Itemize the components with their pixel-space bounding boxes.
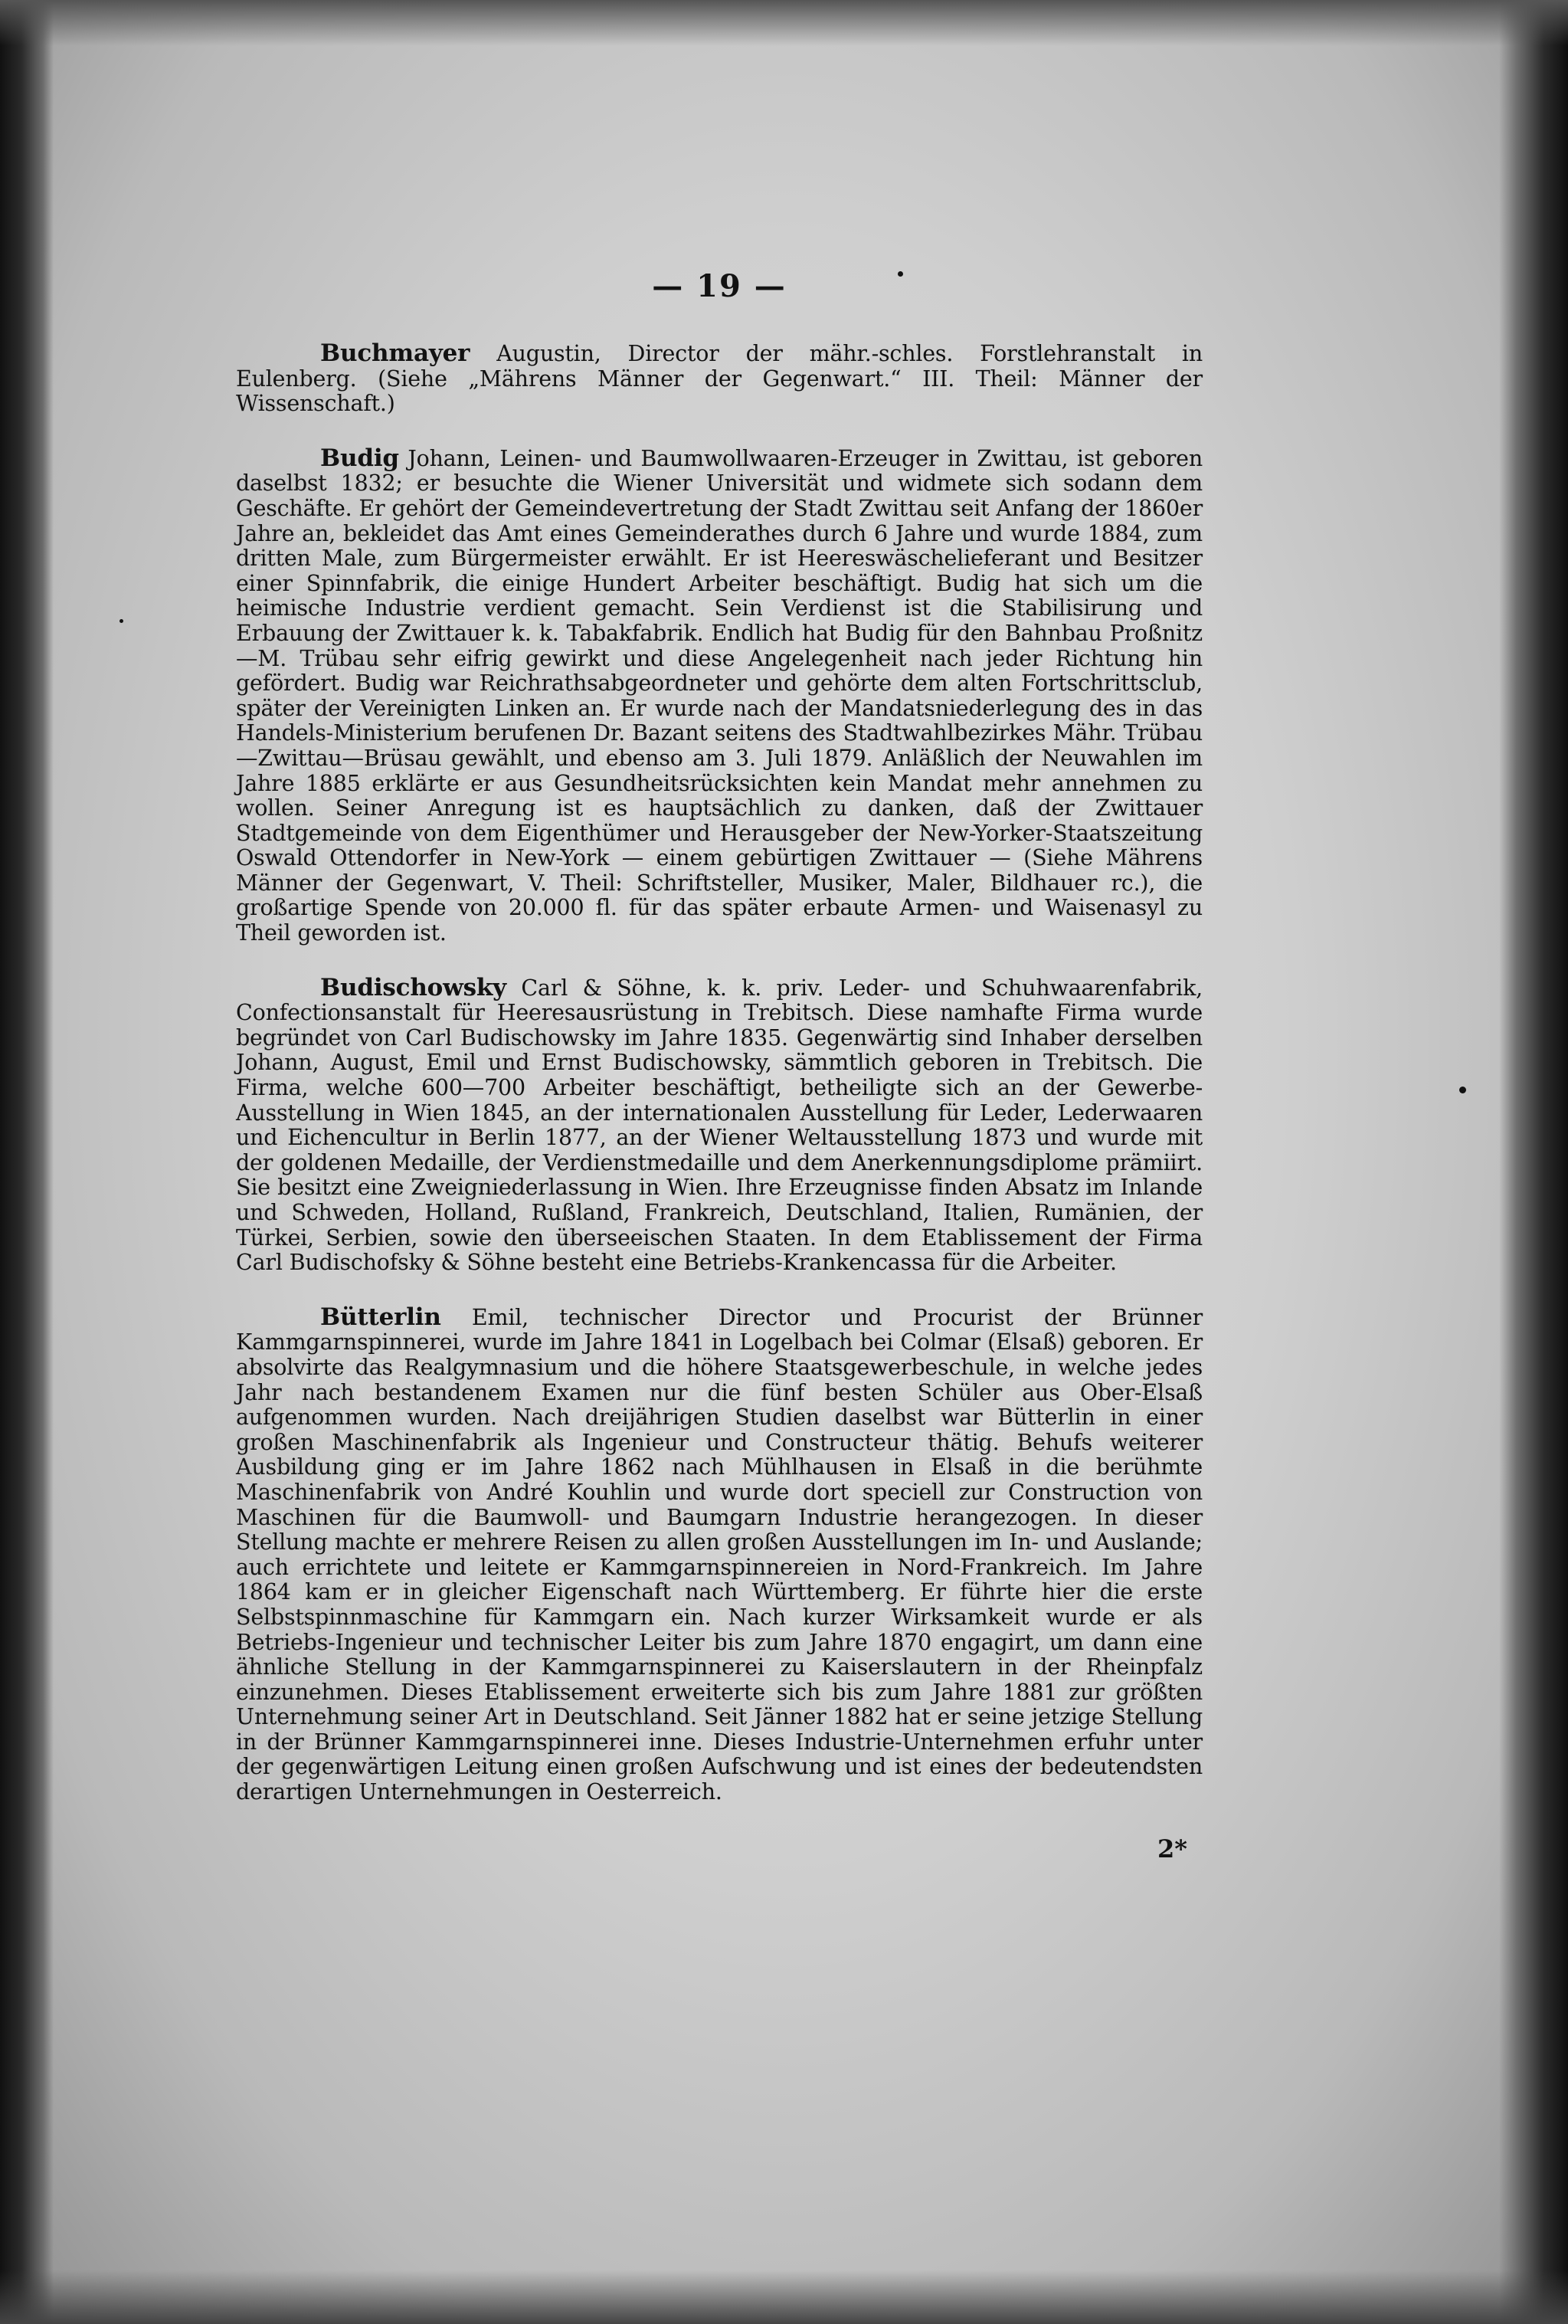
entry-text: Augustin, Director der mähr.-schles. Forstlehranstalt in Eulenberg. (Siehe „Mährens Männer der Gegenwart.“ III. Theil: Männer der Wissenschaft.) bbox=[236, 341, 1203, 417]
entry-buetterlin bbox=[236, 1305, 1203, 1805]
scan-shadow-bottom bbox=[0, 2270, 1568, 2324]
entry-budig bbox=[236, 446, 1203, 946]
speck-mark bbox=[119, 619, 123, 623]
document-page bbox=[236, 268, 1203, 1863]
entry-text: Johann, Leinen- und Baumwollwaaren-Erzeuger in Zwittau, ist geboren daselbst 1832; er besuchte die Wiener Universität und widmete sich sodann dem Geschäfte. Er gehört der Gemeindevertretung der Stadt Zwittau seit Anfang der 1860er Jahre an, bekleidet das Amt eines Gemeinderathes durch 6 Jahre und wurde 1884, zum dritten Male, zum Bürgermeister erwählt. Er ist Heereswäschelieferant und Besitzer einer Spinnfabrik, die einige Hundert Arbeiter beschäftigt. Budig hat sich um die heimische Industrie verdient gemacht. Sein Verdienst ist die Stabilisirung und Erbauung der Zwittauer k. k. Tabakfabrik. Endlich hat Budig für den Bahnbau Proßnitz—M. Trübau sehr eifrig gewirkt und diese Angelegenheit nach jeder Richtung hin gefördert. Budig war Reichrathsabgeordneter und gehörte dem alten Fortschrittsclub, später der Vereinigten Linken an. Er wurde nach der Mandatsniederlegung des in das Handels-Ministerium berufenen Dr. Bazant seitens des Stadtwahlbezirkes Mähr. Trübau—Zwittau—Brüsau gewählt, und ebenso am 3. Juli 1879. Anläßlich der Neuwahlen im Jahre 1885 erklärte er aus Gesundheitsrücksichten kein Mandat mehr annehmen zu wollen. Seiner Anregung ist es hauptsächlich zu danken, daß der Zwittauer Stadtgemeinde von dem Eigenthümer und Herausgeber der New-Yorker-Staatszeitung Oswald Ottendorfer in New-York — einem gebürtigen Zwittauer — (Siehe Mährens Männer der Gegenwart, V. Theil: Schriftsteller, Musiker, Maler, Bildhauer rc.), die großartige Spende von 20.000 fl. für das später erbaute Armen- und Waisenasyl zu Theil geworden ist. bbox=[236, 445, 1203, 946]
entry-budischowsky bbox=[236, 975, 1203, 1276]
entry-head: Budig bbox=[320, 444, 399, 472]
entry-head: Budischowsky bbox=[320, 973, 506, 1001]
page-number: — 19 — bbox=[652, 268, 787, 304]
scan-shadow-right bbox=[1499, 0, 1568, 2324]
entry-buchmayer bbox=[236, 341, 1203, 417]
scan-shadow-top bbox=[0, 0, 1568, 46]
scan-shadow-left bbox=[0, 0, 54, 2324]
entry-head: Bütterlin bbox=[320, 1303, 441, 1331]
signature-mark: 2* bbox=[1157, 1834, 1187, 1863]
entry-text: Emil, technischer Director und Procurist der Brünner Kammgarnspinnerei, wurde im Jahre 1841 in Logelbach bei Colmar (Elsaß) geboren. Er absolvirte das Realgymnasium und die höhere Staatsgewerbeschule, in welche jedes Jahr nach bestandenem Examen nur die fünf besten Schüler aus Ober-Elsaß aufgenommen wurden. Nach dreijährigen Studien daselbst war Bütterlin in einer großen Maschinenfabrik als Ingenieur und Constructeur thätig. Behufs weiterer Ausbildung ging er im Jahre 1862 nach Mühlhausen in Elsaß in die berühmte Maschinenfabrik von André Kouhlin und wurde dort speciell zur Construction von Maschinen für die Baumwoll- und Baumgarn Industrie herangezogen. In dieser Stellung machte er mehrere Reisen zu allen großen Ausstellungen im In- und Auslande; auch errichtete und leitete er Kammgarnspinnereien in Nord-Frankreich. Im Jahre 1864 kam er in gleicher Eigenschaft nach Württemberg. Er führte hier die erste Selbstspinnmaschine für Kammgarn ein. Nach kurzer Wirksamkeit wurde er als Betriebs-Ingenieur und technischer Leiter bis zum Jahre 1870 engagirt, um dann eine ähnliche Stellung in der Kammgarnspinnerei zu Kaiserslautern in der Rheinpfalz einzunehmen. Dieses Etablissement erweiterte sich bis zum Jahre 1881 zur größten Unternehmung seiner Art in Deutschland. Seit Jänner 1882 hat er seine jetzige Stellung in der Brünner Kammgarnspinnerei inne. Dieses Industrie-Unternehmen erfuhr unter der gegenwärtigen Leitung einen großen Aufschwung und ist eines der bedeutendsten derartigen Unternehmungen in Oesterreich. bbox=[236, 1304, 1203, 1805]
entry-head: Buchmayer bbox=[320, 339, 470, 367]
entry-text: Carl & Söhne, k. k. priv. Leder- und Schuhwaarenfabrik, Confectionsanstalt für Heeresausrüstung in Trebitsch. Diese namhafte Firma wurde begründet von Carl Budischowsky im Jahre 1835. Gegenwärtig sind Inhaber derselben Johann, August, Emil und Ernst Budischowsky, sämmtlich geboren in Trebitsch. Die Firma, welche 600—700 Arbeiter beschäftigt, betheiligte sich an der Gewerbe-Ausstellung in Wien 1845, an der internationalen Ausstellung für Leder, Lederwaaren und Eichencultur in Berlin 1877, an der Wiener Weltausstellung 1873 und wurde mit der goldenen Medaille, der Verdienstmedaille und dem Anerkennungsdiplome prämiirt. Sie besitzt eine Zweigniederlassung in Wien. Ihre Erzeugnisse finden Absatz im Inlande und Schweden, Holland, Rußland, Frankreich, Deutschland, Italien, Rumänien, der Türkei, Serbien, sowie den überseeischen Staaten. In dem Etablissement der Firma Carl Budischofsky & Söhne besteht eine Betriebs-Krankencassa für die Arbeiter. bbox=[236, 975, 1203, 1276]
speck-mark bbox=[1459, 1087, 1466, 1093]
